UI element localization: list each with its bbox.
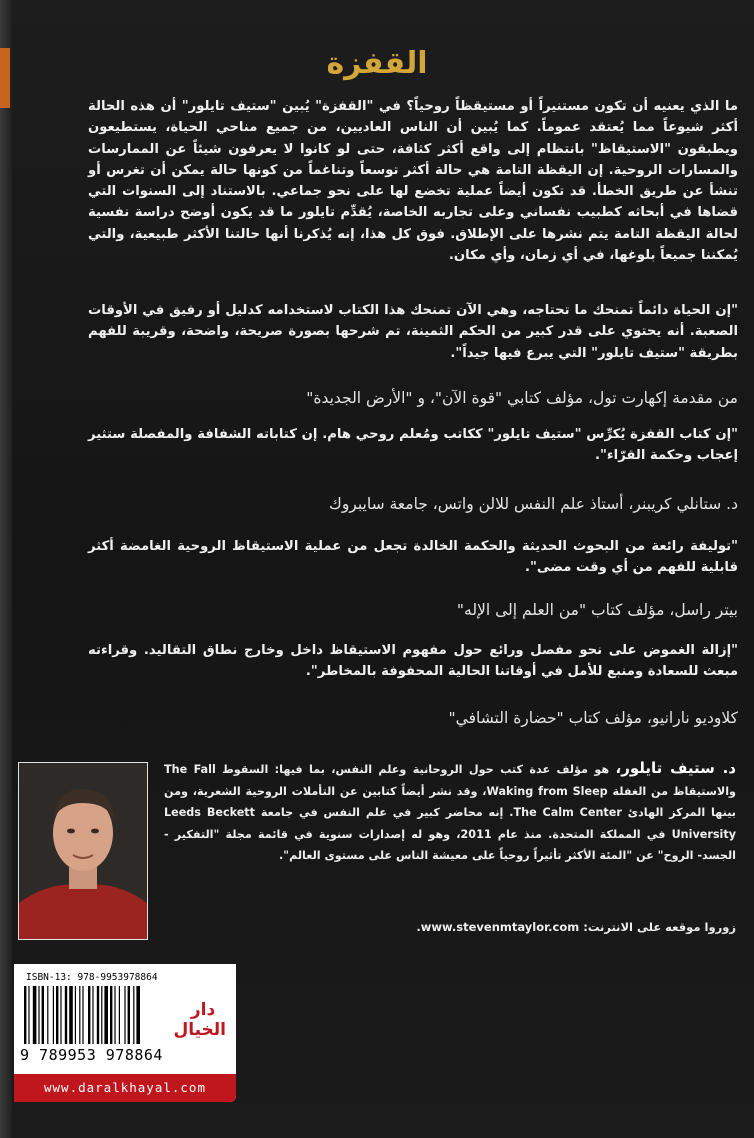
quote-tolle: "إن الحياة دائماً تمنحك ما تحتاجه، وهي الآن تمنحك هذا الكتاب لاستخدامه كدليل أو رفيق في الأوقات الصعبة. أنه يحتوي على قدر كبير من الحكم الثمينة، تم شرحها بصورة صريحة، واضحة، وقريبة للفهم بطريقة "ستيف تايلور" التي يبرع فيها جيداً". bbox=[88, 303, 738, 361]
author-photo bbox=[18, 762, 148, 940]
isbn-label: ISBN-13: 978-9953978864 bbox=[26, 972, 158, 983]
barcode-icon bbox=[24, 986, 174, 1046]
author-name: د. ستيف تايلور، bbox=[615, 759, 736, 777]
author-bio-text: هو مؤلف عدة كتب حول الروحانية وعلم النفس، بما فيها: السقوط The Fall والاستيقاظ من الغفلة Waking from Sleep، وقد نشر أيضاً كتابين عن التأملات الروحية الشعرية، ومن بينها المركز الهادئ The Calm Center. إنه محاضر كبير في علم النفس في جامعة Leeds Beckett University في المملكة المتحدة. منذ عام 2011، وهو له إصدارات سنوية في قائمة مجلة "التفكير - الجسد- الروح" عن "المئة الأكثر تأثيراً روحياً على معيشة الناس على مستوى العالم". bbox=[164, 763, 737, 863]
quote-russell: "توليفة رائعة من البحوث الحديثة والحكمة الخالدة تجعل من عملية الاستيقاظ الروحية الغامضة أكثر قابلية للفهم من أي وقت مضى". bbox=[88, 539, 738, 576]
attribution-krippner: د. ستانلي كريبنر، أستاذ علم النفس للالن واتس، جامعة سايبروك bbox=[329, 495, 738, 513]
quote-naranjo: "إزالة الغموض على نحو مفصل ورائع حول مفهوم الاستيقاظ داخل وخارج نطاق التقاليد. وقراءته مبعث للسعادة ومنبع للأمل في أوقاتنا الحالية المحفوفة بالمخاطر". bbox=[88, 643, 738, 680]
isbn-number: 9 789953 978864 bbox=[20, 1046, 163, 1064]
publisher-logo: دار الخيال bbox=[173, 1000, 226, 1040]
attribution-tolle: من مقدمة إكهارت تول، مؤلف كتابي "قوة الآن"، و "الأرض الجديدة" bbox=[306, 389, 738, 407]
author-bio bbox=[164, 758, 736, 867]
spine-edge bbox=[0, 0, 12, 1138]
description-paragraph: ما الذي يعنيه أن تكون مستنيراً أو مستيقظاً روحياً؟ في "القفزة" يُبين "ستيف تايلور" أن هذه الحالة أكثر شيوعاً مما يُعتقد عموماً. كما يُبين أن الناس العاديين، من جميع مناحي الحياة، يستطيعون ويطبقون "الاستيقاظ" بانتظام إلى واقع أكثر كثافة، حتى لو كانوا لا يعرفون شيئاً عن الممارسات والمسارات الروحية. إن اليقظة التامة هي حالة أكثر توسعاً وتناغماً من كونها حالة يمكن أن تغرس أو تنشأ عن طريق الخطأ. قد تكون أيضاً عملية تخضع لها على نحو جماعي. بالاستناد إلى السنوات التي قضاها في أبحاثه كطبيب نفساني وعلى تجاربه الخاصة، يُقدِّم تايلور ما قد يكون أوضح دراسة نفسية لحالة اليقظة التامة يتم نشرها على الإطلاق. فوق كل هذا، إنه يُذكرنا أنها حالتنا الأكثر طبيعية، والتي يُمكننا جميعاً بلوغها، في أي زمان، وأي مكان. bbox=[88, 99, 738, 264]
attribution-naranjo: كلاوديو نارانيو، مؤلف كتاب "حضارة التشافي" bbox=[448, 709, 738, 727]
publisher-website: www.daralkhayal.com bbox=[14, 1074, 236, 1102]
author-website: زوروا موقعه على الانترنت: www.stevenmtaylor.com. bbox=[416, 920, 736, 934]
barcode-panel bbox=[14, 964, 236, 1102]
book-title: القفزة bbox=[326, 46, 428, 81]
quote-krippner: "إن كتاب القفزة يُكرِّس "ستيف تايلور" ككاتب ومُعلم روحي هام. إن كتاباته الشفافة والمفصلة ستثير إعجاب وحكمة القرّاء". bbox=[88, 427, 738, 464]
attribution-russell: بيتر راسل، مؤلف كتاب "من العلم إلى الإله" bbox=[456, 601, 738, 619]
